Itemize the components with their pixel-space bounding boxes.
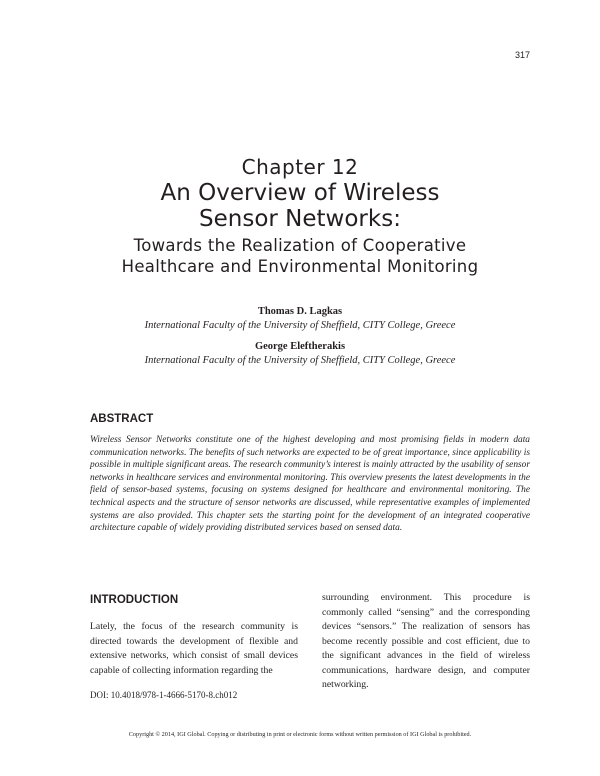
introduction-right-column: surrounding environment. This procedure is commonly called “sensing” and the corresponding devices “sensors.” The realization of sensors has become recently possible and cost efficient, due to the significant advances in the field of wireless communications, hardware design, and computer networking. [322, 592, 530, 690]
chapter-title [0, 180, 600, 232]
chapter-subtitle [0, 235, 600, 277]
copyright-notice: Copyright © 2014, IGI Global. Copying or distributing in print or electronic forms without written permission of IGI Global is prohibited. [128, 731, 472, 738]
chapter-title-line-1: An Overview of Wireless [160, 180, 440, 206]
author-name-1: Thomas D. Lagkas [257, 306, 343, 317]
abstract-body: Wireless Sensor Networks constitute one of the highest developing and most promising fields in modern data communication networks. The benefits of such networks are expected to be of great importance, since applicability is possible in multiple significant areas. The research community’s interest is mainly attracted by the usability of sensor networks in healthcare services and environmental monitoring. This overview presents the latest developments in the field of sensor-based systems, focusing on systems designed for healthcare and environmental monitoring. The technical aspects and the structure of sensor networks are discussed, while representative examples of implemented systems are also provided. This chapter sets the starting point for the development of an integrated cooperative architecture capable of widely providing distributed services based on sensed data. [90, 435, 530, 534]
author-name-2: George Eleftherakis [254, 341, 346, 352]
chapter-label: Chapter 12 [241, 155, 359, 179]
author-affiliation-2: International Faculty of the University of Sheffield, CITY College, Greece [144, 355, 456, 366]
chapter-subtitle-line-2: Healthcare and Environmental Monitoring [121, 257, 479, 276]
chapter-subtitle-line-1: Towards the Realization of Cooperative [133, 236, 467, 255]
page-number: 317 [514, 50, 530, 60]
chapter-title-line-2: Sensor Networks: [199, 206, 401, 232]
abstract-heading: ABSTRACT [90, 413, 154, 425]
doi: DOI: 10.4018/978-1-4666-5170-8.ch012 [90, 690, 238, 700]
author-affiliation-1: International Faculty of the University of Sheffield, CITY College, Greece [144, 320, 456, 331]
introduction-heading: INTRODUCTION [90, 594, 179, 606]
introduction-left-column: Lately, the focus of the research community is directed towards the development of flexible and extensive networks, which consist of small devices capable of collecting information regarding the [90, 621, 298, 676]
